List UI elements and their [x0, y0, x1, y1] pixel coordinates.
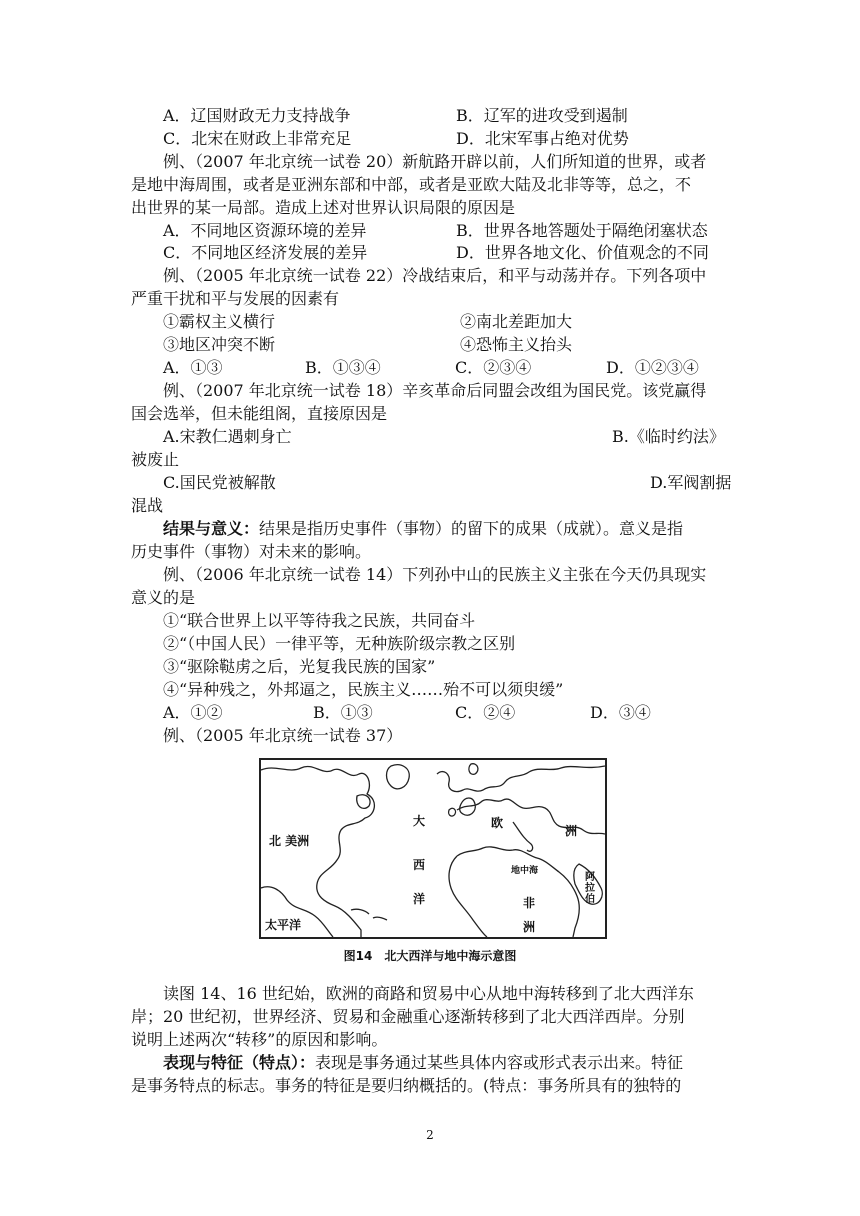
option-d: D．北宋军事占绝对优势 [456, 129, 629, 148]
label-europe-2: 洲 [565, 824, 578, 838]
question-text: 国会选举，但未能组阁，直接原因是 [131, 404, 388, 423]
page-number: 2 [426, 1128, 434, 1142]
option-b: B．世界各地答题处于隔绝闭塞状态 [456, 221, 708, 240]
option-c: C．北宋在财政上非常充足 [163, 129, 352, 148]
label-atlantic-3: 洋 [413, 892, 426, 906]
label-north-america: 北 美洲 [269, 834, 310, 848]
option-a: A.宋教仁遇刺身亡 [163, 427, 292, 446]
question-text: 严重干扰和平与发展的因素有 [131, 289, 340, 308]
definition-text: 是事务特点的标志。事务的特征是要归纳概括的。(特点：事务所具有的独特的 [131, 1076, 682, 1095]
option-b: B．①③ [313, 703, 373, 722]
definition-text: 历史事件（事物）对未来的影响。 [131, 542, 372, 561]
option-c: C．②④ [455, 703, 516, 722]
option-d: D．③④ [590, 703, 651, 722]
question-text: 例、（2005 年北京统一试卷 22）冷战结束后，和平与动荡并存。下列各项中 [163, 266, 707, 285]
option-b: B．①③④ [305, 358, 381, 377]
statement-item: ③“驱除鞑虏之后，光复我民族的国家” [163, 657, 436, 676]
label-atlantic-2: 西 [413, 858, 426, 872]
option-a: A．①② [163, 703, 223, 722]
paragraph-text: 岸；20 世纪初，世界经济、贸易和金融重心逐渐转移到了北大西洋西岸。分别 [131, 1007, 685, 1026]
label-atlantic-1: 大 [413, 814, 426, 828]
statement-item: ①霸权主义横行 [163, 312, 276, 331]
label-arabia-2: 拉 [585, 883, 595, 894]
option-d-continued: 混战 [131, 496, 164, 515]
question-text: 出世界的某一局部。造成上述对世界认识局限的原因是 [131, 198, 516, 217]
option-b-continued: 被废止 [131, 450, 180, 469]
definition-text: 表现是事务通过某些具体内容或形式表示出来。特征 [315, 1053, 684, 1072]
option-d: D．世界各地文化、价值观念的不同 [456, 243, 709, 262]
option-c: C．不同地区经济发展的差异 [163, 243, 368, 262]
option-c: C．②③④ [455, 358, 532, 377]
option-c: C.国民党被解散 [163, 473, 276, 492]
label-europe-1: 欧 [491, 816, 504, 830]
statement-item: ①“联合世界上以平等待我之民族，共同奋斗 [163, 611, 476, 630]
question-text: 例、（2005 年北京统一试卷 37） [163, 726, 403, 745]
option-d: D．①②③④ [606, 358, 699, 377]
label-africa-1: 非 [523, 896, 536, 910]
question-text: 例、（2007 年北京统一试卷 18）辛亥革命后同盟会改组为国民党。该党赢得 [163, 381, 707, 400]
label-arabia-3: 伯 [585, 894, 595, 905]
statement-item: ②“（中国人民）一律平等，无种族阶级宗教之区别 [163, 634, 516, 653]
label-pacific: 太平洋 [265, 918, 302, 932]
option-a: A．辽国财政无力支持战争 [163, 106, 351, 125]
question-text: 是地中海周围，或者是亚洲东部和中部，或者是亚欧大陆及北非等等，总之，不 [131, 175, 692, 194]
definition-paragraph [163, 1052, 683, 1074]
option-d: D.军阀割据 [650, 473, 732, 492]
statement-item: ②南北差距加大 [460, 312, 573, 331]
question-text: 例、（2007 年北京统一试卷 20）新航路开辟以前，人们所知道的世界，或者 [163, 152, 707, 171]
label-arabia-1: 阿 [585, 872, 595, 883]
option-b: B．辽军的进攻受到遏制 [456, 106, 628, 125]
definition-paragraph [163, 518, 683, 540]
map-coastlines [261, 760, 605, 937]
statement-item: ③地区冲突不断 [163, 335, 276, 354]
question-text: 例、（2006 年北京统一试卷 14）下列孙中山的民族主义主张在今天仍具现实 [163, 565, 707, 584]
statement-item: ④恐怖主义抬头 [460, 335, 573, 354]
label-africa-2: 洲 [523, 920, 536, 934]
statement-item: ④“异种残之，外邦逼之，民族主义……殆不可以须臾缓” [163, 680, 564, 699]
figure-caption: 图14 北大西洋与地中海示意图 [343, 949, 517, 963]
option-a: A．不同地区资源环境的差异 [163, 221, 367, 240]
label-mediterranean: 地中海 [511, 866, 539, 876]
paragraph-text: 读图 14、16 世纪始，欧洲的商路和贸易中心从地中海转移到了北大西洋东 [163, 984, 694, 1003]
definition-term: 表现与特征（特点）： [163, 1053, 316, 1072]
option-b: B.《临时约法》 [612, 427, 725, 446]
question-text: 意义的是 [131, 588, 196, 607]
paragraph-text: 说明上述两次“转移”的原因和影响。 [131, 1030, 388, 1049]
definition-text: 结果是指历史事件（事物）的留下的成果（成就）。意义是指 [259, 519, 684, 538]
north-atlantic-map [259, 758, 607, 939]
option-a: A．①③ [163, 358, 223, 377]
definition-term: 结果与意义： [163, 519, 260, 538]
